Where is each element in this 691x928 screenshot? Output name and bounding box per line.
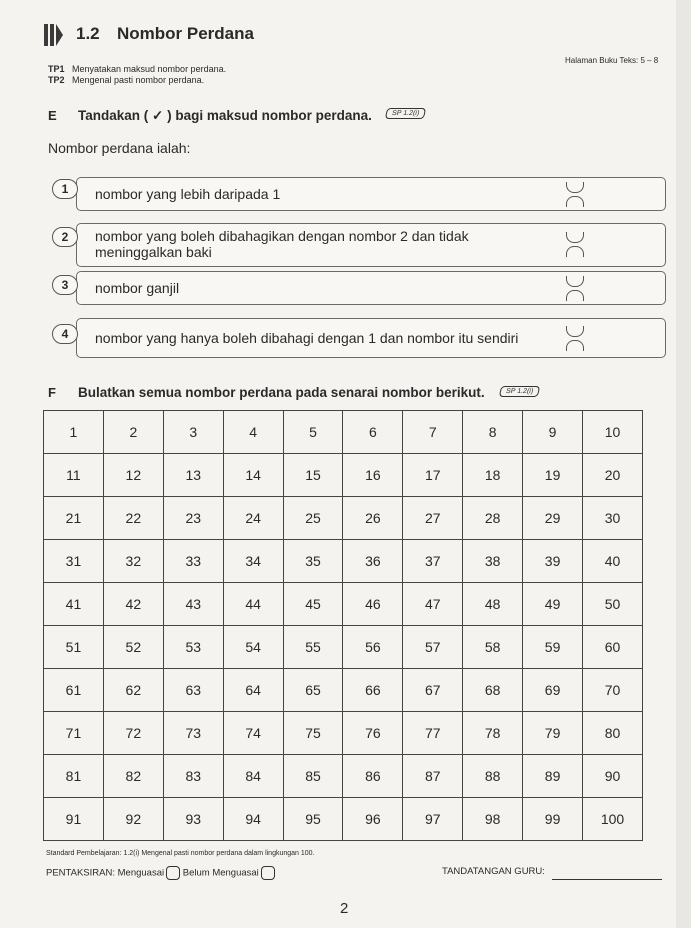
grid-cell[interactable]: 40: [583, 540, 643, 583]
grid-cell[interactable]: 36: [343, 540, 403, 583]
choice-text: nombor yang hanya boleh dibahagi dengan 1 dan nombor itu sendiri: [95, 330, 519, 346]
grid-row: [44, 626, 643, 669]
grid-cell[interactable]: 28: [463, 497, 523, 540]
grid-row: [44, 540, 643, 583]
grid-cell[interactable]: 95: [283, 798, 343, 841]
grid-cell[interactable]: 56: [343, 626, 403, 669]
objective-tp1: [48, 64, 226, 74]
grid-cell[interactable]: 57: [403, 626, 463, 669]
grid-cell[interactable]: 35: [283, 540, 343, 583]
grid-cell[interactable]: 43: [163, 583, 223, 626]
signature-label: TANDATANGAN GURU:: [442, 866, 545, 877]
grid-cell[interactable]: 5: [283, 411, 343, 454]
grid-cell[interactable]: 26: [343, 497, 403, 540]
grid-cell[interactable]: 34: [223, 540, 283, 583]
grid-row: [44, 454, 643, 497]
grid-cell[interactable]: 98: [463, 798, 523, 841]
choice-text: nombor ganjil: [95, 280, 180, 296]
grid-cell[interactable]: 9: [523, 411, 583, 454]
grid-cell[interactable]: 61: [44, 669, 104, 712]
grid-cell[interactable]: 100: [583, 798, 643, 841]
objective-text: Mengenal pasti nombor perdana.: [72, 75, 205, 85]
grid-cell[interactable]: 50: [583, 583, 643, 626]
grid-cell[interactable]: 66: [343, 669, 403, 712]
choice-number-badge: 1: [52, 179, 78, 199]
grid-cell[interactable]: 3: [163, 411, 223, 454]
grid-cell[interactable]: 48: [463, 583, 523, 626]
page-number: 2: [340, 900, 349, 917]
grid-cell[interactable]: 31: [44, 540, 104, 583]
learning-standard-note: Standard Pembelajaran: 1.2(i) Mengenal pasti nombor perdana dalam lingkungan 100.: [46, 850, 315, 857]
choice-number-badge: 2: [52, 227, 78, 247]
grid-cell[interactable]: 90: [583, 755, 643, 798]
question-f-instruction: Bulatkan semua nombor perdana pada senarai nombor berikut.: [78, 385, 485, 400]
grid-cell[interactable]: 4: [223, 411, 283, 454]
grid-cell[interactable]: 38: [463, 540, 523, 583]
grid-cell[interactable]: 16: [343, 454, 403, 497]
grid-cell[interactable]: 30: [583, 497, 643, 540]
grid-cell[interactable]: 86: [343, 755, 403, 798]
grid-cell[interactable]: 54: [223, 626, 283, 669]
grid-cell[interactable]: 73: [163, 712, 223, 755]
grid-cell[interactable]: 20: [583, 454, 643, 497]
grid-cell[interactable]: 46: [343, 583, 403, 626]
grid-cell[interactable]: 65: [283, 669, 343, 712]
grid-cell[interactable]: 68: [463, 669, 523, 712]
grid-cell[interactable]: 87: [403, 755, 463, 798]
grid-cell[interactable]: 7: [403, 411, 463, 454]
grid-cell[interactable]: 8: [463, 411, 523, 454]
grid-cell[interactable]: 32: [103, 540, 163, 583]
grid-cell[interactable]: 29: [523, 497, 583, 540]
tick-box-2[interactable]: [566, 232, 588, 258]
grid-cell[interactable]: 72: [103, 712, 163, 755]
grid-cell[interactable]: 45: [283, 583, 343, 626]
grid-cell[interactable]: 6: [343, 411, 403, 454]
grid-cell[interactable]: 94: [223, 798, 283, 841]
choice-text: nombor yang lebih daripada 1: [95, 186, 281, 202]
grid-cell[interactable]: 49: [523, 583, 583, 626]
grid-cell[interactable]: 91: [44, 798, 104, 841]
objective-code: TP2: [48, 75, 65, 85]
grid-cell[interactable]: 11: [44, 454, 104, 497]
grid-cell[interactable]: 76: [343, 712, 403, 755]
grid-row: [44, 411, 643, 454]
choice-number-badge: 4: [52, 324, 78, 344]
grid-cell[interactable]: 12: [103, 454, 163, 497]
question-f-letter: F: [48, 385, 56, 400]
grid-cell[interactable]: 80: [583, 712, 643, 755]
grid-cell[interactable]: 89: [523, 755, 583, 798]
grid-cell[interactable]: 99: [523, 798, 583, 841]
grid-cell[interactable]: 19: [523, 454, 583, 497]
objective-text: Menyatakan maksud nombor perdana.: [72, 64, 227, 74]
option-not-mastered-label: Belum Menguasai: [182, 867, 259, 879]
grid-cell[interactable]: 96: [343, 798, 403, 841]
question-e-intro: Nombor perdana ialah:: [48, 140, 191, 156]
grid-cell[interactable]: 41: [44, 583, 104, 626]
grid-cell[interactable]: 1: [44, 411, 104, 454]
grid-cell[interactable]: 82: [103, 755, 163, 798]
grid-row: [44, 497, 643, 540]
number-grid: [43, 410, 643, 841]
grid-cell[interactable]: 62: [103, 669, 163, 712]
grid-cell[interactable]: 74: [223, 712, 283, 755]
question-e-sp-badge: SP 1.2(i): [385, 108, 426, 119]
option-mastered-checkbox[interactable]: [166, 866, 180, 880]
grid-row: [44, 798, 643, 841]
grid-cell[interactable]: 55: [283, 626, 343, 669]
grid-cell[interactable]: 51: [44, 626, 104, 669]
grid-cell[interactable]: 18: [463, 454, 523, 497]
grid-cell[interactable]: 75: [283, 712, 343, 755]
grid-cell[interactable]: 33: [163, 540, 223, 583]
grid-cell[interactable]: 92: [103, 798, 163, 841]
grid-cell[interactable]: 25: [283, 497, 343, 540]
grid-cell[interactable]: 17: [403, 454, 463, 497]
choice-text: nombor yang boleh dibahagikan dengan nombor 2 dan tidak meninggalkan baki: [95, 228, 469, 260]
textbook-page-reference: Halaman Buku Teks: 5 – 8: [565, 56, 659, 65]
question-e-instruction: Tandakan ( ✓ ) bagi maksud nombor perdana.: [78, 108, 372, 123]
grid-cell[interactable]: 63: [163, 669, 223, 712]
grid-cell[interactable]: 15: [283, 454, 343, 497]
signature-line[interactable]: [552, 879, 662, 880]
grid-row: [44, 712, 643, 755]
grid-cell[interactable]: 97: [403, 798, 463, 841]
grid-cell[interactable]: 42: [103, 583, 163, 626]
grid-row: [44, 669, 643, 712]
grid-row: [44, 583, 643, 626]
page-edge: [676, 0, 691, 928]
grid-cell[interactable]: 69: [523, 669, 583, 712]
grid-cell[interactable]: 67: [403, 669, 463, 712]
grid-cell[interactable]: 84: [223, 755, 283, 798]
tick-box-1[interactable]: [566, 182, 588, 208]
objective-tp2: [48, 75, 204, 85]
grid-cell[interactable]: 27: [403, 497, 463, 540]
choice-number-badge: 3: [52, 275, 78, 295]
grid-cell[interactable]: 24: [223, 497, 283, 540]
grid-cell[interactable]: 2: [103, 411, 163, 454]
grid-cell[interactable]: 39: [523, 540, 583, 583]
grid-cell[interactable]: 14: [223, 454, 283, 497]
grid-cell[interactable]: 81: [44, 755, 104, 798]
section-marker-icon: [44, 24, 62, 46]
grid-cell[interactable]: 47: [403, 583, 463, 626]
question-f-sp-badge: SP 1.2(i): [499, 386, 540, 397]
grid-cell[interactable]: 83: [163, 755, 223, 798]
assessment-row: [46, 866, 275, 880]
grid-cell[interactable]: 21: [44, 497, 104, 540]
grid-cell[interactable]: 77: [403, 712, 463, 755]
section-number: 1.2: [76, 24, 100, 43]
question-e-letter: E: [48, 108, 57, 123]
grid-cell[interactable]: 59: [523, 626, 583, 669]
grid-cell[interactable]: 22: [103, 497, 163, 540]
grid-cell[interactable]: 71: [44, 712, 104, 755]
grid-row: [44, 755, 643, 798]
grid-cell[interactable]: 37: [403, 540, 463, 583]
grid-cell[interactable]: 52: [103, 626, 163, 669]
objective-code: TP1: [48, 64, 65, 74]
grid-cell[interactable]: 64: [223, 669, 283, 712]
tick-box-4[interactable]: [566, 326, 588, 352]
grid-cell[interactable]: 79: [523, 712, 583, 755]
tick-box-3[interactable]: [566, 276, 588, 302]
option-mastered-label: Menguasai: [117, 867, 165, 879]
grid-cell[interactable]: 60: [583, 626, 643, 669]
grid-cell[interactable]: 85: [283, 755, 343, 798]
grid-cell[interactable]: 88: [463, 755, 523, 798]
grid-cell[interactable]: 93: [163, 798, 223, 841]
assessment-label: PENTAKSIRAN:: [46, 867, 115, 879]
grid-cell[interactable]: 10: [583, 411, 643, 454]
section-title: Nombor Perdana: [117, 24, 254, 43]
grid-cell[interactable]: 78: [463, 712, 523, 755]
grid-cell[interactable]: 23: [163, 497, 223, 540]
grid-cell[interactable]: 44: [223, 583, 283, 626]
option-not-mastered-checkbox[interactable]: [261, 866, 275, 880]
grid-cell[interactable]: 58: [463, 626, 523, 669]
grid-cell[interactable]: 53: [163, 626, 223, 669]
grid-cell[interactable]: 13: [163, 454, 223, 497]
grid-cell[interactable]: 70: [583, 669, 643, 712]
